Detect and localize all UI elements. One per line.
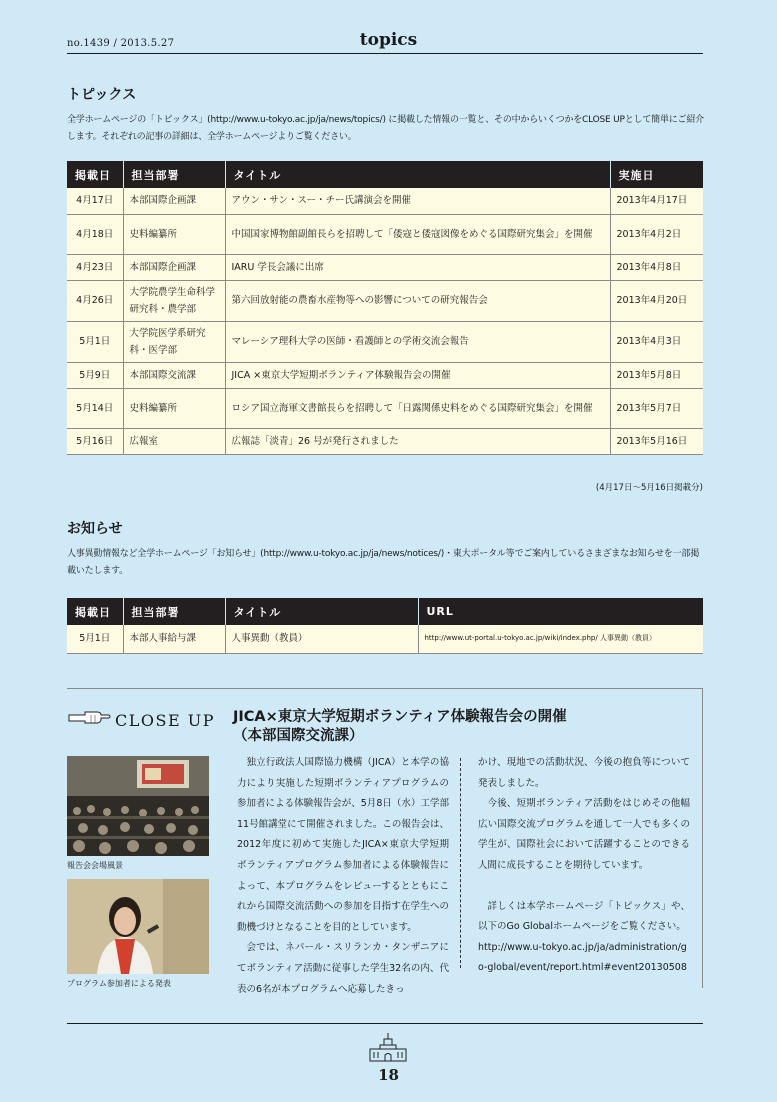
topic-title: アウン・サン・スー・チー氏講演会を開催 xyxy=(225,188,610,214)
notices-intro: 人事異動情報など全学ホームページ「お知らせ」(http://www.u-tokyo.ac.jp/ja/news/notices/)・東大ポータル等でご案内しているさまざまなお知らせを一部掲載いたします。 xyxy=(67,549,699,576)
topic-dept: 史料編纂所 xyxy=(123,214,225,254)
topic-dept: 広報室 xyxy=(123,428,225,454)
topic-date: 5月16日 xyxy=(67,428,123,454)
topic-held-date: 2013年4月20日 xyxy=(610,280,703,321)
topic-held-date: 2013年5月7日 xyxy=(610,388,703,428)
topic-date: 5月14日 xyxy=(67,388,123,428)
col-header-dept: 担当部署 xyxy=(123,161,225,188)
topics-table xyxy=(67,161,703,455)
footer-rule xyxy=(67,1023,703,1024)
issue-number: no.1439 / 2013.5.27 xyxy=(67,38,175,49)
photo-caption-presenter: プログラム参加者による発表 xyxy=(67,979,171,988)
table-row xyxy=(67,254,703,280)
notice-date: 5月1日 xyxy=(67,625,123,653)
topic-dept: 本部国際交流課 xyxy=(123,362,225,388)
header-rule xyxy=(67,53,703,54)
topic-held-date: 2013年5月8日 xyxy=(610,362,703,388)
closeup-paragraph: かけ、現地での活動状況、今後の抱負等について発表しました。 xyxy=(478,757,690,789)
col-header-date: 掲載日 xyxy=(67,161,123,188)
topic-date: 4月18日 xyxy=(67,214,123,254)
topic-title: マレーシア理科大学の医師・看護師との学術交流会報告 xyxy=(225,321,610,362)
notices-heading: お知らせ xyxy=(67,521,123,537)
topic-date: 5月9日 xyxy=(67,362,123,388)
topic-dept: 大学院医学系研究科・医学部 xyxy=(123,321,225,362)
topic-held-date: 2013年4月8日 xyxy=(610,254,703,280)
column-divider xyxy=(460,758,461,968)
table-row xyxy=(67,625,703,653)
running-head: topics xyxy=(359,30,418,50)
table-row xyxy=(67,280,703,321)
table-row xyxy=(67,188,703,214)
closeup-url-link[interactable]: http://www.u-tokyo.ac.jp/ja/administration/go-global/event/report.html#event20130508 xyxy=(478,941,687,974)
pointing-hand-icon xyxy=(67,708,111,733)
topic-held-date: 2013年4月17日 xyxy=(610,188,703,214)
notice-url-link[interactable]: http://www.ut-portal.u-tokyo.ac.jp/wiki/index.php/ 人事異動（教員） xyxy=(418,625,703,653)
closeup-paragraph: 詳しくは本学ホームページ「トピックス」や、以下のGo Globalホームページをご覧ください。 xyxy=(478,900,690,933)
col-header-title: タイトル xyxy=(225,598,418,625)
table-row xyxy=(67,428,703,454)
closeup-label: CLOSE UP xyxy=(115,711,215,730)
topic-title: IARU 学長会議に出席 xyxy=(225,254,610,280)
topic-date: 4月17日 xyxy=(67,188,123,214)
topic-held-date: 2013年4月2日 xyxy=(610,214,703,254)
topic-dept: 大学院農学生命科学研究科・農学部 xyxy=(123,280,225,321)
closeup-column-1 xyxy=(237,753,449,1000)
closeup-column-2 xyxy=(478,753,690,979)
col-header-url: URL xyxy=(418,598,703,625)
topics-heading: トピックス xyxy=(67,87,137,103)
col-header-date: 掲載日 xyxy=(67,598,123,625)
col-header-title: タイトル xyxy=(225,161,610,188)
topics-period-note: (4月17日〜5月16日掲載分) xyxy=(595,483,703,493)
notice-dept: 本部人事給与課 xyxy=(123,625,225,653)
topic-dept: 本部国際企画課 xyxy=(123,188,225,214)
page-number: 18 xyxy=(378,1066,399,1084)
closeup-paragraph: 会では、ネパール・スリランカ・タンザニアにてボランティア活動に従事した学生32名の内、代表の6名が本プログラムへ応募したきっ xyxy=(237,942,449,995)
topic-date: 4月23日 xyxy=(67,254,123,280)
topic-title: 中国国家博物館副館長らを招聘して「倭寇と倭寇図像をめぐる国際研究集会」を開催 xyxy=(225,214,610,254)
table-row xyxy=(67,388,703,428)
topic-date: 4月26日 xyxy=(67,280,123,321)
table-row xyxy=(67,214,703,254)
topic-date: 5月1日 xyxy=(67,321,123,362)
photo-venue xyxy=(67,756,209,856)
closeup-paragraph: 今後、短期ボランティア活動をはじめその他幅広い国際交流プログラムを通して一人でも多くの学生が、国際社会において活躍することのできる人間に成長することを期待しています。 xyxy=(478,798,690,871)
topic-title: 第六回放射能の農畜水産物等への影響についての研究報告会 xyxy=(225,280,610,321)
topic-title: ロシア国立海軍文書館長らを招聘して「日露関係史料をめぐる国際研究集会」を開催 xyxy=(225,388,610,428)
topics-intro: 全学ホームページの「トピックス」(http://www.u-tokyo.ac.jp/ja/news/topics/) に掲載した情報の一覧と、その中からいくつかをCLOSE UPとして簡単にご紹介します。それぞれの記事の詳細は、全学ホームページよりご覧ください。 xyxy=(67,115,704,142)
topic-title: 広報誌「淡青」26 号が発行されました xyxy=(225,428,610,454)
topic-dept: 本部国際企画課 xyxy=(123,254,225,280)
topic-dept: 史料編纂所 xyxy=(123,388,225,428)
closeup-title: JICA×東京大学短期ボランティア体験報告会の開催 （本部国際交流課） xyxy=(233,709,567,744)
photo-caption-venue: 報告会会場風景 xyxy=(67,861,123,870)
notices-table xyxy=(67,598,703,654)
university-building-icon xyxy=(368,1031,408,1067)
topic-held-date: 2013年5月16日 xyxy=(610,428,703,454)
table-row xyxy=(67,362,703,388)
table-row xyxy=(67,321,703,362)
col-header-held: 実施日 xyxy=(610,161,703,188)
topic-held-date: 2013年4月3日 xyxy=(610,321,703,362)
photo-presenter xyxy=(67,879,209,974)
notice-title: 人事異動（教員） xyxy=(225,625,418,653)
topic-title: JICA ×東京大学短期ボランティア体験報告会の開催 xyxy=(225,362,610,388)
closeup-paragraph: 独立行政法人国際協力機構（JICA）と本学の協力により実施した短期ボランティアプログラムの参加者による体験報告会が、5月8日（水）工学部11号館講堂にて開催されました。この報告会は、2012年度に初めて実施したJICA×東京大学短期ボランティアプログラム参加者による体験報告によって、本プログラムをレビューするとともにこれから国際交流活動への参加を目指す在学生への動機づけとなることを目的としています。 xyxy=(237,757,449,933)
col-header-dept: 担当部署 xyxy=(123,598,225,625)
